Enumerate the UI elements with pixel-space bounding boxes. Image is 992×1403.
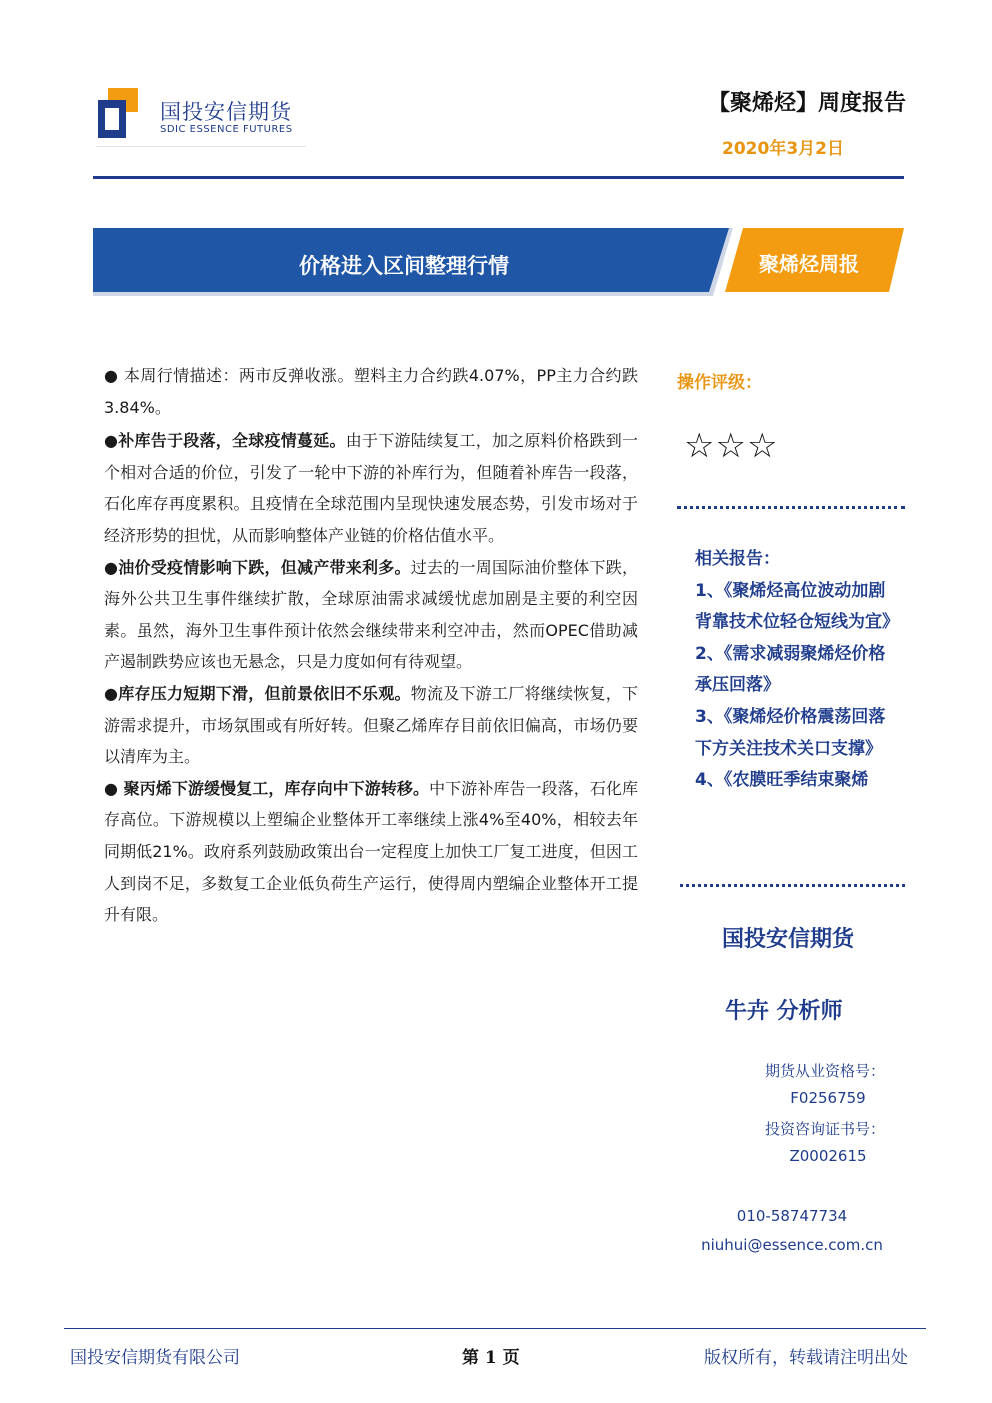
footer-company: 国投安信期货有限公司 (70, 1348, 240, 1368)
rating-label: 操作评级： (677, 373, 762, 393)
license-number: F0256759 (790, 1089, 866, 1107)
footer-copyright: 版权所有，转载请注明出处 (704, 1348, 908, 1368)
paragraph-heading: ●库存压力短期下滑，但前景依旧不乐观。 (104, 683, 411, 703)
related-report-link[interactable]: 1、《聚烯烃高位波动加剧 背靠技术位轻仓短线为宜》 (695, 580, 899, 633)
paragraph-text: 过去的一周国际油价整体下跌，海外公共卫生事件继续扩散，全球原油需求减缓忧虑加剧是主要的利空因素。虽然，海外卫生事件预计依然会继续带来利空冲击，然而OPEC借助减产遏制跌势应该也无悬念，只是力度如何有待观望。 (104, 557, 638, 672)
report-date: 2020年3月2日 (722, 139, 844, 159)
paragraph-text: 物流及下游工厂将继续恢复，下游需求提升，市场氛围或有所好转。但聚乙烯库存目前依旧偏高，市场仍要以清库为主。 (104, 683, 638, 767)
rating-stars-icon: ☆☆☆ (684, 426, 779, 466)
paragraph-text: 中下游补库告一段落，石化库存高位。下游规模以上塑编企业整体开工率继续上涨4%至40%，相较去年同期低21%。政府系列鼓励政策出台一定程度上加快工厂复工进度，但因工人到岗不足，多数复工企业低负荷生产运行，使得周内塑编企业整体开工提升有限。 (104, 778, 638, 925)
title-banner (93, 228, 904, 296)
paragraph-oil-price (104, 552, 638, 678)
footer-rule (64, 1328, 926, 1329)
banner-title: 价格进入区间整理行情 (299, 254, 509, 278)
analyst-name: 牛卉 分析师 (725, 999, 843, 1024)
paragraph-polypropylene (104, 773, 638, 931)
paragraph-restock (104, 425, 638, 551)
main-content (104, 360, 638, 931)
paragraph-heading: ● 聚丙烯下游缓慢复工，库存向中下游转移。 (104, 778, 430, 798)
email-link[interactable]: niuhui@essence.com.cn (701, 1236, 883, 1254)
logo-divider (96, 146, 306, 147)
related-report-link[interactable]: 2、《需求减弱聚烯烃价格承压回落》 (695, 643, 886, 696)
phone-number: 010-58747734 (736, 1207, 848, 1225)
consult-label: 投资咨询证书号： (764, 1120, 885, 1138)
sidebar-divider (677, 506, 905, 509)
paragraph-text: 由于下游陆续复工，加之原料价格跌到一个相对合适的价位，引发了一轮中下游的补库行为，但随着补库告一段落，石化库存再度累积。且疫情在全球范围内呈现快速发展态势，引发市场对于经济形势的担忧，从而影响整体产业链的价格估值水平。 (104, 431, 638, 545)
report-type-title: 【聚烯烃】周度报告 (707, 91, 906, 116)
related-reports-title: 相关报告： (695, 549, 780, 569)
logo-english-name: SDIC ESSENCE FUTURES (160, 124, 293, 135)
logo-chinese-name: 国投安信期货 (160, 100, 292, 124)
paragraph-heading: ●油价受疫情影响下跌，但减产带来利多。 (104, 557, 411, 577)
consult-number: Z0002615 (789, 1147, 867, 1165)
market-summary-paragraph: ● 本周行情描述：两市反弹收涨。塑料主力合约跌4.07%，PP主力合约跌3.84%。 (104, 366, 638, 417)
related-report-link[interactable]: 3、《聚烯烃价格震荡回落 下方关注技术关口支撑》 (695, 706, 886, 759)
company-logo-icon (98, 88, 138, 138)
firm-name: 国投安信期货 (722, 927, 855, 952)
related-reports (695, 544, 900, 797)
paragraph-inventory (104, 678, 638, 773)
license-label: 期货从业资格号： (764, 1062, 885, 1080)
header-rule (93, 176, 904, 179)
page-number: 第 1 页 (462, 1348, 520, 1368)
related-report-link[interactable]: 4、《农膜旺季结束聚烯 (695, 770, 869, 791)
paragraph-heading: ●补库告于段落，全球疫情蔓延。 (104, 431, 346, 451)
banner-tag: 聚烯烃周报 (759, 252, 859, 276)
sidebar-divider (680, 884, 905, 887)
